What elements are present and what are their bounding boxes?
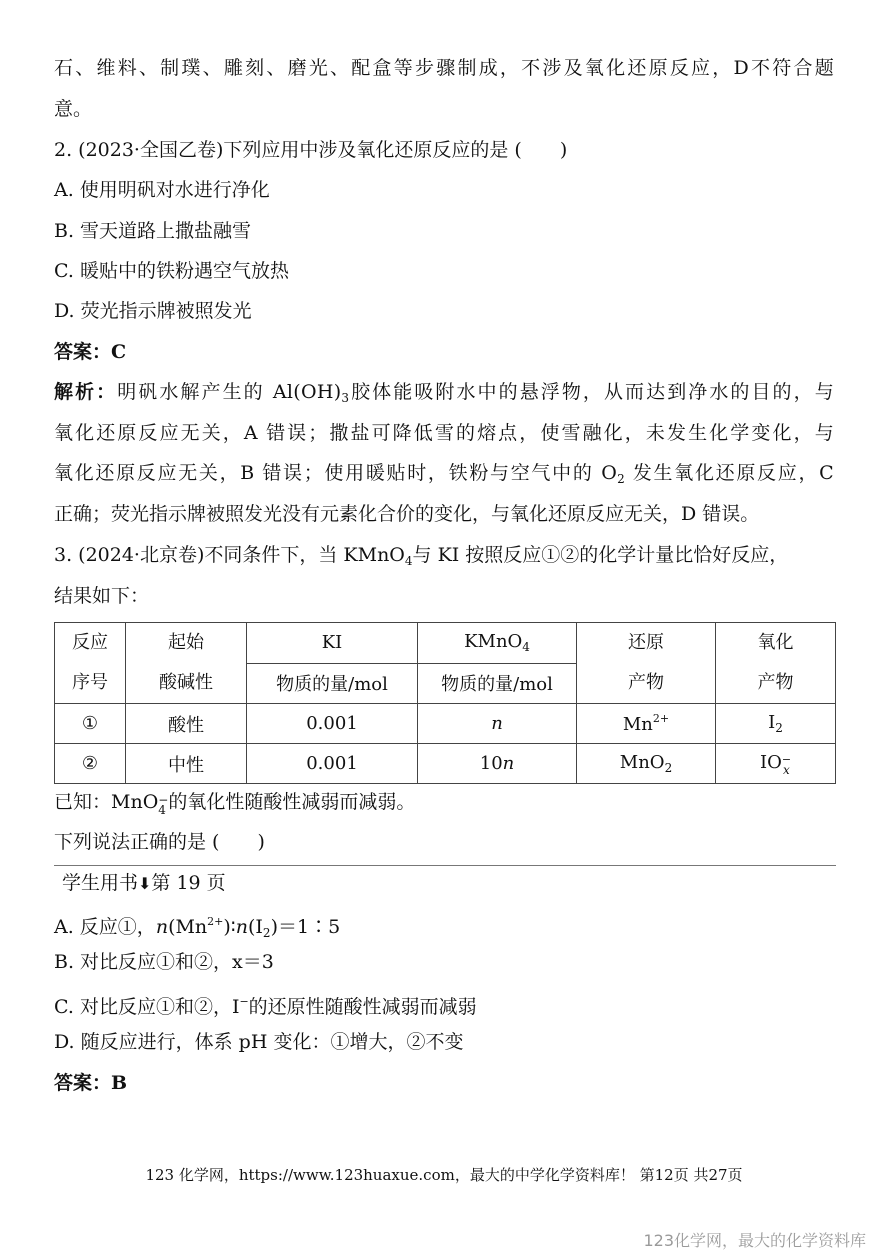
q2-answer-label: 答案： bbox=[54, 341, 112, 363]
q2-option-b: B. 雪天道路上撒盐融雪 bbox=[54, 220, 252, 242]
known-text: 已知：MnO bbox=[54, 791, 159, 813]
book-ref-page: 第 19 页 bbox=[151, 872, 226, 894]
subscript: x bbox=[783, 763, 790, 777]
q3-stem-text: 3. (2024·北京卷)不同条件下，当 KMnO bbox=[54, 544, 405, 566]
prev-analysis-line: 石、维料、制璞、雕刻、磨光、配盒等步骤制成，不涉及氧化还原反应，D不符合题 bbox=[54, 57, 834, 79]
header-reduction-product bbox=[577, 623, 716, 704]
variable-n: n bbox=[491, 713, 503, 734]
option-text: (Mn bbox=[168, 916, 208, 938]
header-reaction-no bbox=[55, 623, 126, 704]
cell-kmno4 bbox=[418, 704, 577, 744]
subscript: 3 bbox=[341, 391, 350, 405]
table-row bbox=[55, 744, 836, 784]
cell-oxidation-product bbox=[716, 704, 836, 744]
cell-reduction-product bbox=[577, 704, 716, 744]
header-ki: KI bbox=[247, 623, 418, 664]
q3-answer-label: 答案： bbox=[54, 1072, 112, 1094]
book-page-ref bbox=[62, 870, 226, 897]
q3-ask: 下列说法正确的是 ( ) bbox=[54, 831, 265, 853]
q3-stem-text: 与 KI 按照反应①②的化学计量比恰好反应， bbox=[412, 544, 789, 566]
q2-analysis-line-1 bbox=[54, 379, 834, 411]
header-text: KMnO bbox=[464, 631, 523, 653]
header-text: 产物 bbox=[757, 672, 794, 693]
superscript: 2+ bbox=[652, 712, 670, 725]
header-text: 酸碱性 bbox=[159, 672, 213, 693]
watermark: 123化学网，最大的化学资料库 bbox=[643, 1231, 866, 1250]
q2-answer-value: C bbox=[111, 341, 127, 363]
formula: MnO bbox=[619, 752, 665, 773]
superscript: − bbox=[158, 793, 169, 807]
known-text: 的氧化性随酸性减弱而减弱。 bbox=[168, 791, 416, 813]
cell-no: ② bbox=[55, 744, 126, 784]
variable-n: n bbox=[502, 753, 515, 774]
header-text: 氧化 bbox=[757, 632, 794, 653]
prev-analysis-end: 意。 bbox=[54, 98, 93, 120]
variable-n: n bbox=[155, 916, 169, 938]
cell-ki: 0.001 bbox=[247, 704, 418, 744]
cell-kmno4 bbox=[418, 744, 577, 784]
superscript: − bbox=[781, 753, 792, 766]
book-ref-text: 学生用书 bbox=[62, 872, 139, 894]
down-arrow-icon: ⬇ bbox=[138, 874, 152, 893]
option-text: C. 对比反应①和②，I bbox=[54, 996, 240, 1018]
number: 10 bbox=[479, 753, 503, 774]
variable-n: n bbox=[235, 916, 248, 938]
page-footer: 123 化学网，https://www.123huaxue.com，最大的中学化学资料库！ 第12页 共27页 bbox=[145, 1166, 743, 1184]
q2-option-c: C. 暖贴中的铁粉遇空气放热 bbox=[54, 260, 289, 282]
superscript: − bbox=[239, 995, 249, 1008]
header-kmno4-unit: 物质的量/mol bbox=[418, 663, 577, 704]
q2-analysis-text: 明矾水解产生的 Al(OH) bbox=[117, 381, 342, 403]
q3-answer-value: B bbox=[111, 1072, 128, 1094]
formula: Mn bbox=[622, 714, 653, 735]
cell-oxidation-product bbox=[716, 744, 836, 784]
subscript: 4 bbox=[522, 640, 530, 655]
option-text: A. 反应①， bbox=[54, 916, 156, 938]
q2-stem: 2. (2023·全国乙卷)下列应用中涉及氧化还原反应的是 ( ) bbox=[54, 139, 568, 161]
option-text: (I bbox=[248, 916, 263, 938]
section-divider bbox=[54, 865, 836, 866]
q3-answer bbox=[54, 1070, 127, 1096]
superscript: 2+ bbox=[207, 915, 224, 928]
header-ki-unit: 物质的量/mol bbox=[247, 663, 418, 704]
q2-analysis-line-2: 氧化还原反应无关，A 错误；撒盐可降低雪的熔点，使雪融化，未发生化学变化，与 bbox=[54, 422, 834, 444]
table-header-row bbox=[55, 623, 836, 664]
subscript: 4 bbox=[158, 803, 166, 817]
header-acidity bbox=[126, 623, 247, 704]
subscript: 2 bbox=[262, 926, 271, 940]
header-text: 起始 bbox=[168, 632, 204, 653]
option-text: )∶ bbox=[223, 916, 236, 938]
header-text: 还原 bbox=[628, 632, 664, 653]
formula: I bbox=[768, 712, 776, 733]
formula: IO bbox=[759, 752, 782, 773]
q2-answer bbox=[54, 339, 126, 365]
q3-option-d: D. 随反应进行，体系 pH 变化：①增大，②不变 bbox=[54, 1031, 464, 1053]
q3-option-b: B. 对比反应①和②，x＝3 bbox=[54, 951, 274, 973]
q3-result-table bbox=[54, 622, 836, 784]
q3-option-c bbox=[54, 989, 477, 1020]
cell-reduction-product bbox=[577, 744, 716, 784]
option-text: )＝1∶5 bbox=[270, 916, 341, 938]
q2-option-d: D. 荧光指示牌被照发光 bbox=[54, 300, 252, 322]
header-oxidation-product bbox=[716, 623, 836, 704]
subscript: 4 bbox=[404, 554, 413, 568]
header-text: 序号 bbox=[72, 672, 108, 693]
q2-analysis-line-4: 正确；荧光指示牌被照发光没有元素化合价的变化，与氧化还原反应无关，D 错误。 bbox=[54, 503, 760, 525]
subscript: 2 bbox=[617, 472, 626, 486]
cell-acidity: 中性 bbox=[126, 744, 247, 784]
q3-stem-line-2: 结果如下： bbox=[54, 585, 150, 607]
header-text: 产物 bbox=[628, 672, 664, 693]
q2-option-a: A. 使用明矾对水进行净化 bbox=[54, 179, 270, 201]
subscript: 2 bbox=[775, 721, 783, 735]
header-text: 反应 bbox=[72, 632, 108, 653]
q2-analysis-text: 发生氧化还原反应，C bbox=[625, 462, 834, 484]
q2-analysis-text: 胶体能吸附水中的悬浮物，从而达到净水的目的，与 bbox=[349, 381, 834, 403]
q3-known bbox=[54, 789, 415, 815]
q2-analysis-line-3 bbox=[54, 460, 834, 492]
header-kmno4 bbox=[418, 623, 577, 664]
cell-ki: 0.001 bbox=[247, 744, 418, 784]
subscript: 2 bbox=[664, 761, 673, 775]
option-text: 的还原性随酸性减弱而减弱 bbox=[248, 996, 477, 1018]
cell-no: ① bbox=[55, 704, 126, 744]
cell-acidity: 酸性 bbox=[126, 704, 247, 744]
q3-stem bbox=[54, 542, 788, 574]
q2-analysis-text: 氧化还原反应无关，B 错误；使用暖贴时，铁粉与空气中的 O bbox=[54, 462, 618, 484]
q2-analysis-label: 解析： bbox=[54, 381, 118, 403]
q3-option-a bbox=[54, 909, 340, 946]
table-row bbox=[55, 704, 836, 744]
